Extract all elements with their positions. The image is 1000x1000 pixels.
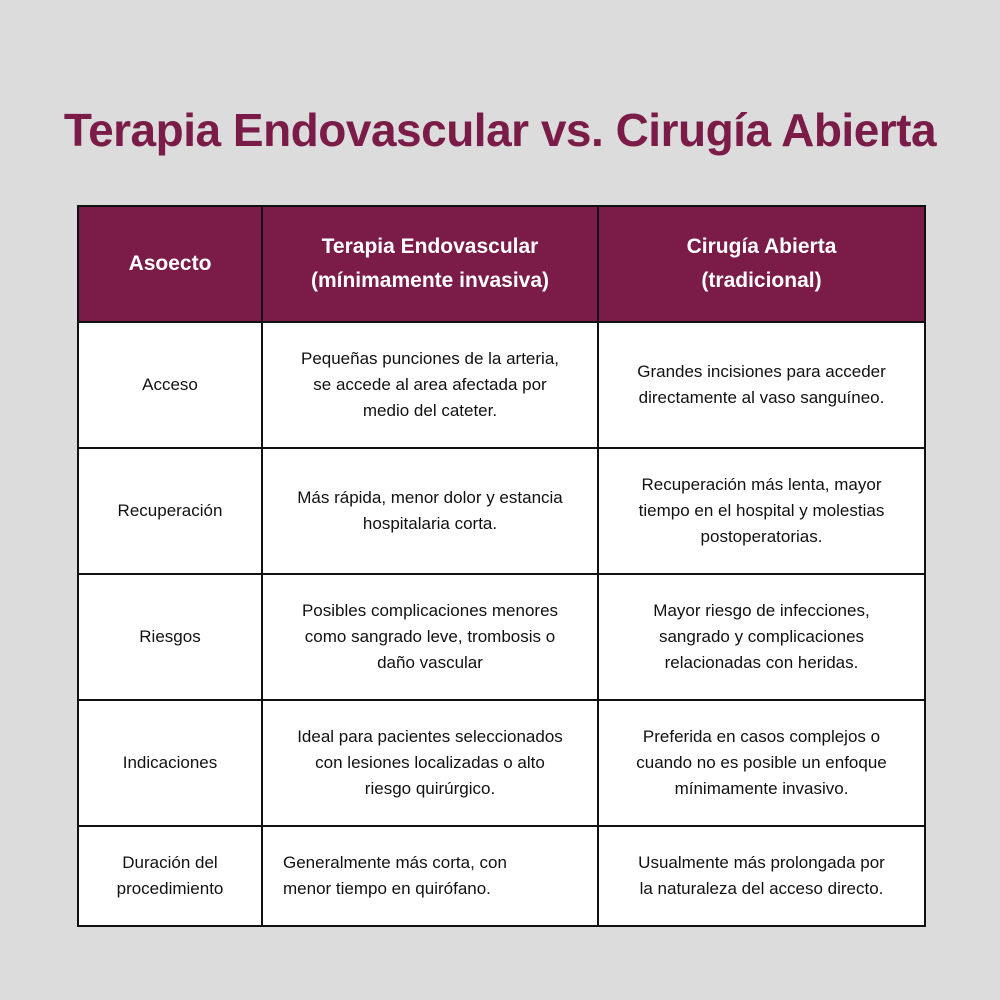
cell-line: Duración del — [122, 853, 218, 872]
cell-aspect — [78, 322, 262, 448]
header-line: (mínimamente invasiva) — [310, 269, 550, 292]
cell-open-surgery — [598, 826, 925, 926]
cell-line: Acceso — [142, 375, 198, 394]
table-row — [78, 322, 925, 448]
cell-line: procedimiento — [116, 879, 224, 898]
cell-aspect — [78, 574, 262, 700]
cell-open-surgery — [598, 322, 925, 448]
cell-line: Ideal para pacientes seleccionados — [297, 727, 563, 746]
cell-line: Riesgos — [139, 627, 201, 646]
cell-line: menor tiempo en quirófano. — [283, 879, 491, 898]
cell-line: Posibles complicaciones menores — [301, 601, 559, 620]
cell-endovascular — [262, 700, 598, 826]
cell-line: Mayor riesgo de infecciones, — [653, 601, 870, 620]
header-line: Terapia Endovascular — [321, 235, 539, 258]
cell-open-surgery — [598, 700, 925, 826]
header-line: Asoecto — [128, 252, 212, 275]
table-row — [78, 826, 925, 926]
header-endovascular — [262, 206, 598, 322]
header-line: (tradicional) — [701, 269, 822, 292]
cell-endovascular — [262, 574, 598, 700]
cell-aspect — [78, 448, 262, 574]
cell-line: la naturaleza del acceso directo. — [639, 879, 884, 898]
cell-line: relacionadas con heridas. — [664, 653, 859, 672]
cell-line: Usualmente más prolongada por — [638, 853, 885, 872]
cell-line: se accede al area afectada por — [313, 375, 547, 394]
cell-endovascular — [262, 826, 598, 926]
cell-line: cuando no es posible un enfoque — [636, 753, 887, 772]
cell-line: sangrado y complicaciones — [658, 627, 865, 646]
cell-open-surgery — [598, 574, 925, 700]
cell-endovascular — [262, 448, 598, 574]
cell-line: Generalmente más corta, con — [283, 853, 507, 872]
table-row — [78, 448, 925, 574]
cell-line: Más rápida, menor dolor y estancia — [297, 488, 563, 507]
cell-line: Recuperación — [117, 501, 223, 520]
cell-line: hospitalaria corta. — [362, 514, 498, 533]
comparison-table — [77, 205, 926, 927]
cell-line: postoperatorias. — [700, 527, 823, 546]
cell-aspect — [78, 700, 262, 826]
table-row — [78, 700, 925, 826]
cell-endovascular — [262, 322, 598, 448]
cell-line: como sangrado leve, trombosis o — [304, 627, 556, 646]
header-aspect — [78, 206, 262, 322]
cell-line: con lesiones localizadas o alto — [315, 753, 545, 772]
cell-line: medio del cateter. — [362, 401, 498, 420]
cell-line: Grandes incisiones para acceder — [637, 362, 886, 381]
cell-line: Pequeñas punciones de la arteria, — [300, 349, 559, 368]
cell-line: Preferida en casos complejos o — [642, 727, 881, 746]
cell-line: directamente al vaso sanguíneo. — [638, 388, 885, 407]
cell-line: riesgo quirúrgico. — [364, 779, 496, 798]
cell-line: Indicaciones — [122, 753, 218, 772]
cell-line: daño vascular — [377, 653, 483, 672]
cell-open-surgery — [598, 448, 925, 574]
page-title: Terapia Endovascular vs. Cirugía Abierta — [63, 104, 937, 156]
cell-aspect — [78, 826, 262, 926]
header-row — [78, 206, 925, 322]
cell-line: tiempo en el hospital y molestias — [638, 501, 885, 520]
cell-line: Recuperación más lenta, mayor — [641, 475, 882, 494]
table-row — [78, 574, 925, 700]
cell-line: mínimamente invasivo. — [674, 779, 849, 798]
header-open-surgery — [598, 206, 925, 322]
header-line: Cirugía Abierta — [686, 235, 837, 258]
